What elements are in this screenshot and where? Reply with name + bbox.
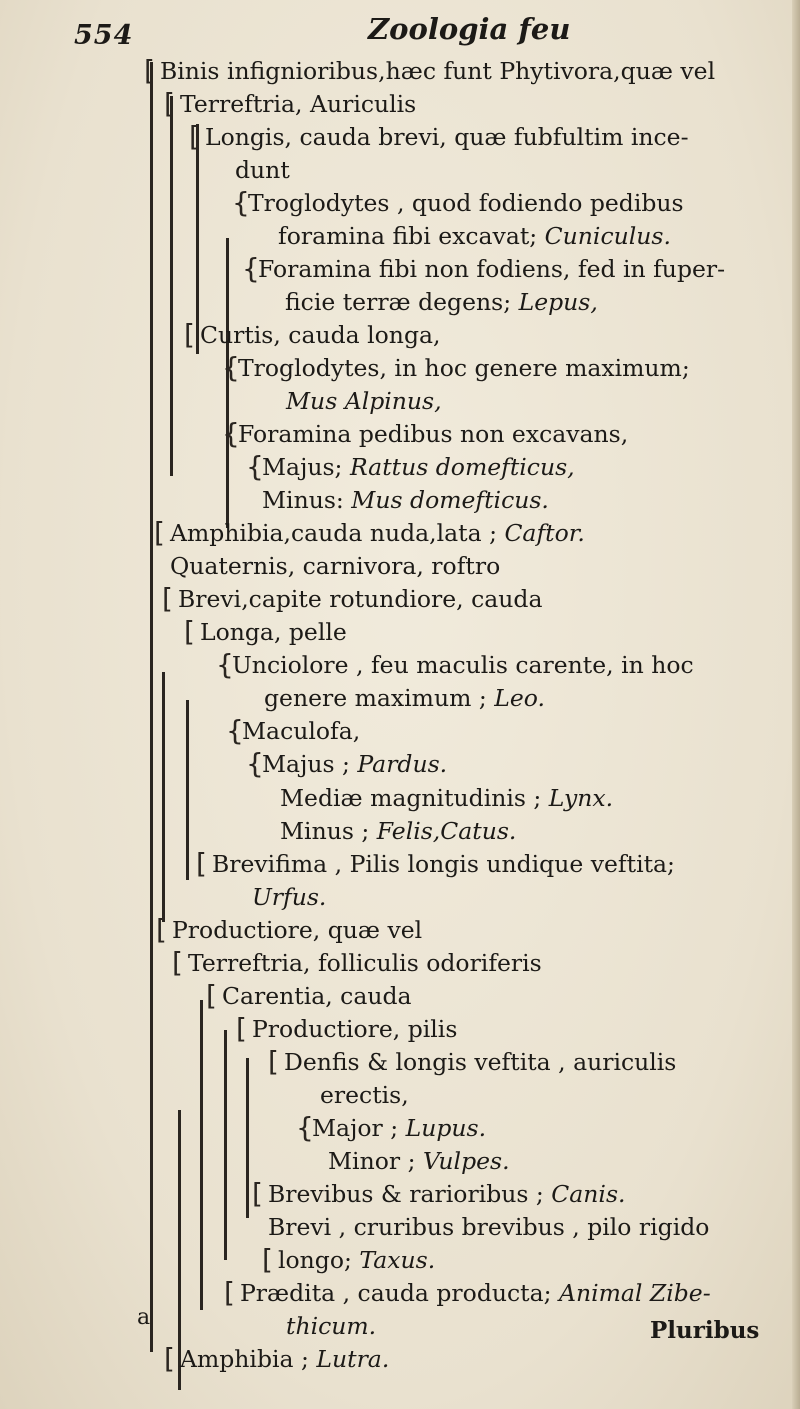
text-run: Unciolore , feu maculis carente, in hoc (232, 651, 694, 679)
text-run: ficie terræ degens; (285, 288, 519, 316)
text-line (164, 87, 417, 120)
text-line (328, 1147, 510, 1175)
text-run: Minus ; (280, 817, 377, 845)
italic-term: Mus Alpinus, (286, 387, 442, 415)
brace-mark: [ (184, 318, 195, 351)
text-run: Quaternis, carnivora, roftro (170, 552, 501, 580)
bracket-rule (196, 124, 199, 354)
bracket-rule (200, 1000, 203, 1310)
text-line (144, 54, 716, 87)
text-run: Amphibia,cauda nuda,lata ; (170, 519, 505, 547)
text-run: Brevi , cruribus brevibus , pilo rigido (268, 1213, 710, 1241)
text-line (268, 1213, 709, 1241)
italic-term: thicum. (286, 1312, 377, 1340)
text-line (252, 1177, 626, 1210)
text-run: Terreftria, folliculis odoriferis (188, 949, 542, 977)
text-run: Maculofa, (242, 717, 361, 745)
italic-term: Leo. (494, 684, 545, 712)
text-line (196, 847, 675, 880)
text-run: Troglodytes, in hoc genere maximum; (238, 354, 690, 382)
text-run: Productiore, quæ vel (172, 916, 423, 944)
brace-mark: [ (262, 1243, 273, 1276)
bracket-rule (150, 62, 153, 1352)
brace-mark: { (246, 747, 264, 780)
brace-mark: { (222, 351, 240, 384)
brace-mark: [ (206, 979, 217, 1012)
text-line (164, 1342, 390, 1375)
text-line (286, 1312, 376, 1340)
text-run: Minor ; (328, 1147, 423, 1175)
brace-mark: [ (268, 1045, 279, 1078)
text-run: Brevi,capite rotundiore, cauda (178, 585, 543, 613)
brace-mark: [ (164, 1342, 175, 1375)
text-line (222, 417, 629, 450)
text-line (156, 913, 423, 946)
italic-term: Caftor. (504, 519, 585, 547)
brace-mark: { (222, 417, 240, 450)
italic-term: Felis,Catus. (376, 817, 517, 845)
text-line (184, 318, 441, 351)
running-title: Zoologia feu (368, 12, 571, 46)
text-run: Foramina pedibus non excavans, (238, 420, 629, 448)
text-run: erectis, (320, 1081, 409, 1109)
text-line (278, 222, 671, 250)
italic-term: Mus domefticus. (351, 486, 549, 514)
text-run: Curtis, cauda longa, (200, 321, 441, 349)
italic-term: Lutra. (316, 1345, 390, 1373)
text-line (262, 486, 549, 514)
italic-term: Lepus, (518, 288, 598, 316)
text-run: Longis, cauda brevi, quæ fubfultim ince- (205, 123, 689, 151)
italic-term: Urfus. (252, 883, 327, 911)
text-line (170, 552, 500, 580)
page-edge (792, 0, 800, 1409)
brace-mark: [ (196, 847, 207, 880)
bracket-rule (246, 1058, 249, 1218)
text-line (242, 252, 726, 285)
text-run: Longa, pelle (200, 618, 347, 646)
text-run: Foramina fibi non fodiens, fed in fuper- (258, 255, 726, 283)
text-line (235, 156, 290, 184)
brace-mark: { (226, 714, 244, 747)
text-line (264, 684, 545, 712)
text-run: Minus: (262, 486, 352, 514)
bracket-rule (162, 672, 165, 922)
brace-mark: [ (156, 913, 167, 946)
text-line (222, 351, 690, 384)
signature-mark: a (137, 1305, 151, 1330)
brace-mark: { (296, 1111, 314, 1144)
text-line (286, 387, 442, 415)
text-line (280, 784, 613, 812)
text-run: Mediæ magnitudinis ; (280, 784, 549, 812)
text-line (280, 817, 516, 845)
text-line (226, 714, 361, 747)
brace-mark: [ (172, 946, 183, 979)
page-number: 554 (74, 20, 134, 51)
brace-mark: [ (236, 1012, 247, 1045)
text-line (285, 288, 598, 316)
text-run: longo; (278, 1246, 360, 1274)
italic-term: Taxus. (359, 1246, 436, 1274)
italic-term: Cuniculus. (544, 222, 671, 250)
text-line (252, 883, 326, 911)
text-run: Carentia, cauda (222, 982, 412, 1010)
brace-mark: [ (162, 582, 173, 615)
brace-mark: [ (224, 1276, 235, 1309)
italic-term: Vulpes. (422, 1147, 510, 1175)
text-line (320, 1081, 409, 1109)
brace-mark: [ (184, 615, 195, 648)
text-run: Majus; (262, 453, 350, 481)
text-run: Major ; (312, 1114, 406, 1142)
text-line (224, 1276, 711, 1309)
text-line (172, 946, 542, 979)
bracket-rule (186, 700, 189, 880)
brace-mark: [ (144, 54, 155, 87)
italic-term: Rattus domefticus, (349, 453, 575, 481)
bracket-rule (170, 96, 173, 476)
text-run: dunt (235, 156, 290, 184)
text-run: Brevifima , Pilis longis undique veftita; (212, 850, 675, 878)
text-run: Binis infignioribus,hæc funt Phytivora,quæ vel (160, 57, 716, 85)
brace-mark: { (242, 252, 260, 285)
text-run: genere maximum ; (264, 684, 495, 712)
text-line (184, 615, 347, 648)
text-line (216, 648, 694, 681)
italic-term: Pardus. (357, 750, 448, 778)
text-run: Denfis & longis veftita , auriculis (284, 1048, 677, 1076)
catchword: Pluribus (650, 1317, 760, 1344)
italic-term: Canis. (551, 1180, 626, 1208)
page-header (0, 6, 800, 50)
text-line (236, 1012, 458, 1045)
text-run: Amphibia ; (180, 1345, 317, 1373)
text-line (246, 450, 575, 483)
brace-mark: { (232, 186, 250, 219)
text-line (296, 1111, 487, 1144)
brace-mark: { (246, 450, 264, 483)
brace-mark: { (216, 648, 234, 681)
text-line (154, 516, 585, 549)
italic-term: Lupus. (405, 1114, 487, 1142)
text-line (232, 186, 684, 219)
italic-term: Lynx. (548, 784, 614, 812)
brace-mark: [ (164, 87, 175, 120)
text-run: Troglodytes , quod fodiendo pedibus (248, 189, 684, 217)
italic-term: Animal Zibe- (559, 1279, 711, 1307)
text-run: Productiore, pilis (252, 1015, 458, 1043)
text-run: Terreftria, Auriculis (180, 90, 417, 118)
brace-mark: [ (252, 1177, 263, 1210)
text-line (189, 120, 689, 153)
text-run: foramina fibi excavat; (278, 222, 545, 250)
brace-mark: [ (189, 120, 200, 153)
text-run: Brevibus & rarioribus ; (268, 1180, 552, 1208)
text-line (246, 747, 448, 780)
text-line (162, 582, 543, 615)
text-line (262, 1243, 436, 1276)
text-run: Prædita , cauda producta; (240, 1279, 559, 1307)
text-run: Majus ; (262, 750, 358, 778)
brace-mark: [ (154, 516, 165, 549)
text-line (268, 1045, 677, 1078)
text-line (206, 979, 412, 1012)
bracket-rule (224, 1030, 227, 1260)
